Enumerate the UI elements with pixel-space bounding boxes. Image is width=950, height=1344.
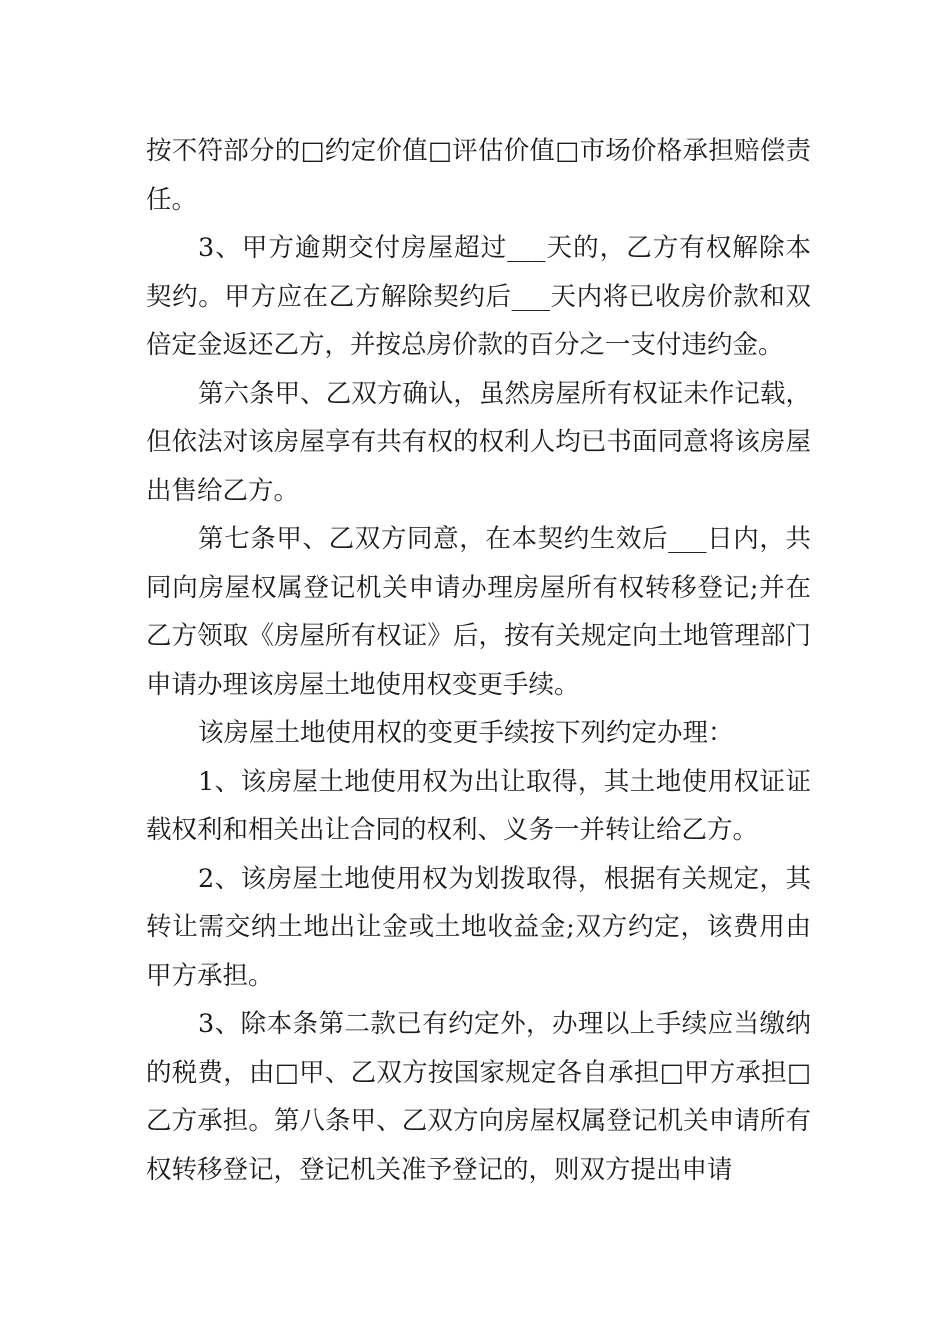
paragraph-liability: 按不符部分的□约定价值□评估价值□市场价格承担赔偿责任。 [146, 136, 811, 215]
paragraph-land-use-item-1: 1、该房屋土地使用权为出让取得，其土地使用权证证载权利和相关出让合同的权利、义务一并转让给乙方。 [146, 766, 811, 845]
paragraph-article-7: 第七条甲、乙双方同意，在本契约生效后___日内，共同向房屋权属登记机关申请办理房屋所有权转移登记;并在乙方领取《房屋所有权证》后，按有关规定向土地管理部门申请办理该房屋土地使用权变更手续。 [146, 524, 811, 700]
paragraph-land-use-item-3: 3、除本条第二款已有约定外，办理以上手续应当缴纳的税费，由□甲、乙双方按国家规定各自承担□甲方承担□乙方承担。第八条甲、乙双方向房屋权属登记机关申请所有权转移登记，登记机关准予登记的，则双方提出申请 [146, 1009, 811, 1185]
paragraph-late-delivery: 3、甲方逾期交付房屋超过___天的，乙方有权解除本契约。甲方应在乙方解除契约后___天内将已收房价款和双倍定金返还乙方，并按总房价款的百分之一支付违约金。 [146, 233, 811, 360]
document-body [146, 127, 811, 1194]
paragraph-land-use-intro: 该房屋土地使用权的变更手续按下列约定办理： [198, 718, 734, 748]
paragraph-land-use-item-2: 2、该房屋土地使用权为划拨取得，根据有关规定，其转让需交纳土地出让金或土地收益金;双方约定，该费用由甲方承担。 [146, 863, 811, 991]
paragraph-article-6: 第六条甲、乙双方确认，虽然房屋所有权证未作记载，但依法对该房屋享有共有权的权利人均已书面同意将该房屋出售给乙方。 [146, 378, 811, 506]
